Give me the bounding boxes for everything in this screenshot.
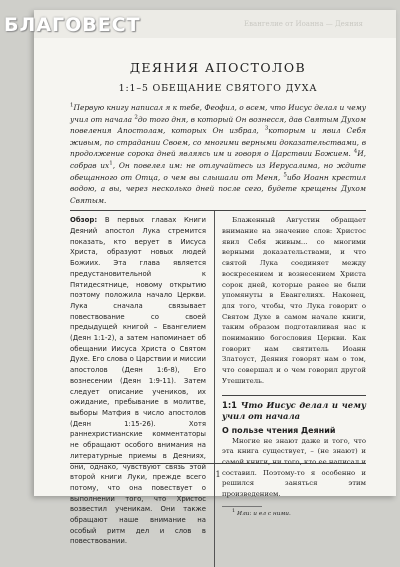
commentary-heading (222, 400, 366, 422)
overview-column (70, 211, 206, 547)
page-content (70, 60, 367, 546)
verse-text: Первую книгу написал я к тебе, Феофил, о всем, что Иисус делал и чему учил от начала (70, 103, 366, 124)
section-title: 1:1–5 ОБЕЩАНИЕ СВЯТОГО ДУХА (118, 83, 318, 94)
verse-number: 4 (353, 148, 358, 155)
bleed-through-header: Евангелие от Иоанна — Деяния (244, 20, 363, 28)
footnote-mark: 1 (109, 160, 113, 167)
verse-text: которым и явил Себя живым, по страдании Своем, со многими верными доказательствами, в продолжение сорока дней являясь им и говоря о Царствии Божием. (70, 126, 366, 159)
commentary-columns (70, 210, 367, 546)
verse-text: ибо Иоанн крестил водою, а вы, через несколько дней после сего, будете крещены Духом Святым. (70, 172, 366, 205)
commentary-subheading: О пользе чтения Деяний (222, 425, 336, 435)
heading-text: Что Иисус делал и чему учил от начала (222, 399, 367, 421)
heading-reference: 1:1 (222, 399, 238, 410)
verse-number: 5 (283, 172, 287, 179)
footnote (222, 507, 366, 519)
overview-label: Обзор: (70, 216, 98, 225)
overview-text: В первых главах Книги Деяний апостол Лука стремится показать, кто верует в Иисуса Христа, образуют новых людей Божиих. Эта глава является предустановительной к Пятидесятнице, новому открытию поэтому положила начало Церкви. Лука сначала связывает повествование со своей предыдущей книгой – Евангелием (Деян 1:1-2), а затем напоминает об обещании Иисуса Христа о Святом Духе. Его слова о Царствии и миссии апостолов (Деян 1:6-8), Его вознесении (Деян 1:9-11). Затем следует описание учеников, их ожидание, пребывание в молитве, выборы Матфия в число апостолов (Деян 1:15-26). Хотя раннехристианские комментаторы не обращают особого внимания на литературные приемы в Деяниях, они, однако, чувствуют связь этой второй книги Луки, прежде всего потому, что она повествует о выполнении того, что Христос возвестил ученикам. Они также обращают наше внимание на особый ритм дел и слов в повествовании. (70, 216, 206, 546)
verse-text: И, собрав их (70, 149, 366, 170)
book-page (4, 10, 396, 546)
commentary-paragraph: Блаженный Августин обращает внимание на значение слов: Христос явил Себя живым... со многими верными доказательствами, и что святой Лука соединяет между воскресением и вознесением Христа сорок дней, которые ранее не были упомянуты в Евангелиях. Наконец, для того, чтобы, что Лука говорит о Святом Духе в самом начале книги, таким образом подготавливая нас к пониманию богословия Церкви. Как говорит нам святитель Иоанн Златоуст, Деяния говорят нам о том, что совершал и о чем говорил другой Утешитель. (222, 216, 366, 385)
footnote-number: 1 (232, 507, 236, 514)
verse-number: 3 (264, 125, 269, 132)
page-number: 1 (215, 470, 221, 479)
bottom-rule (70, 463, 366, 464)
footnote-text: Или: и ел с ними. (237, 510, 291, 517)
scripture-passage (70, 102, 366, 206)
verse-text: , Он повелел им: не отлучайтесь из Иерусалима, но ждите обещанного от Отца, о чем вы слышали от Меня, (70, 160, 366, 182)
watermark-logo: БЛАГОВЕСТ (4, 14, 141, 36)
verse-number: 2 (134, 114, 138, 121)
section-rule (222, 395, 366, 396)
commentary-paragraph: Многие не знают даже и того, что эта книга существует, – (не знают) и самой книги, ни того, кто ее написал и составил. Поэтому-то я особенно и решился заняться этим произведением. (222, 436, 366, 499)
column-divider (214, 211, 215, 567)
book-title: ДЕЯНИЯ АПОСТОЛОВ (129, 60, 307, 75)
verse-number: 1 (70, 102, 74, 109)
verse-text: до того дня, в который Он вознесся, дав Святым Духом повеления Апостолам, которых Он избрал, (70, 114, 366, 136)
